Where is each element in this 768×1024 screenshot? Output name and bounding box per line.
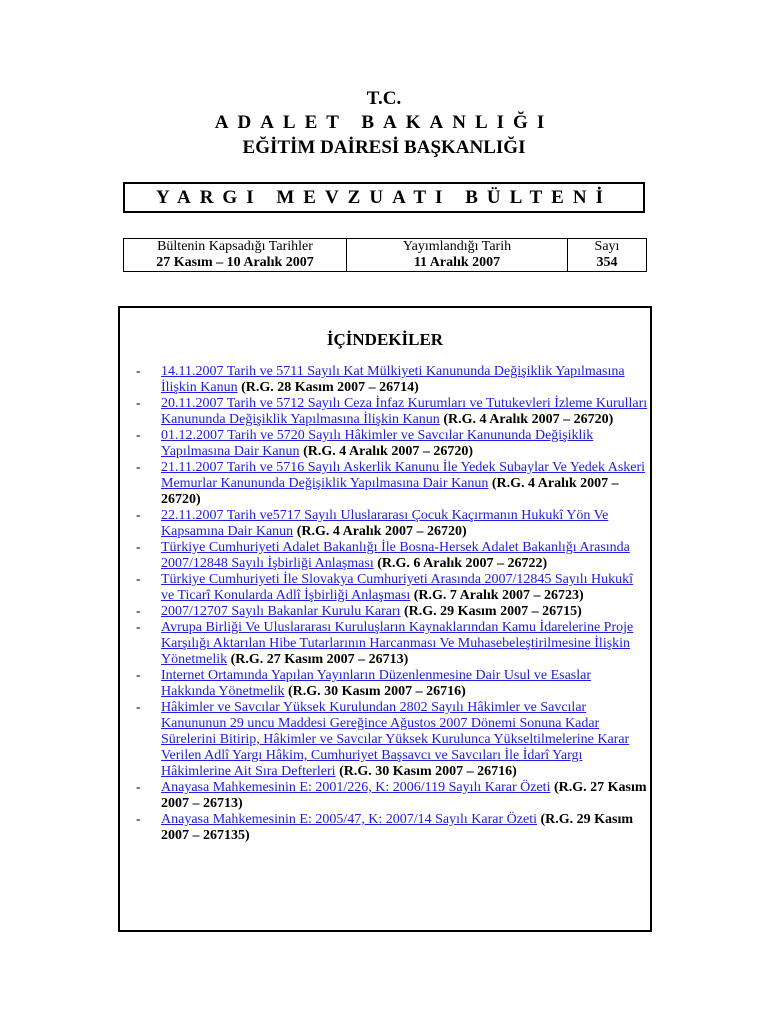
table-of-contents (118, 306, 652, 932)
toc-item-link[interactable]: 01.12.2007 Tarih ve 5720 Sayılı Hâkimler ve Savcılar Kanununda Değişiklik Yapılmasına Dair Kanun (161, 428, 594, 459)
header-tc: T.C. (366, 88, 402, 109)
toc-item (136, 812, 648, 844)
toc-item (136, 396, 648, 428)
bullet-dash: - (136, 812, 141, 827)
toc-item-gazette-ref: (R.G. 28 Kasım 2007 – 26714) (241, 380, 419, 395)
toc-item (136, 508, 648, 540)
toc-item-link[interactable]: Türkiye Cumhuriyeti Adalet Bakanlığı İle Bosna-Hersek Adalet Bakanlığı Arasında 2007/12848 Sayılı İşbirliği Anlaşması (161, 540, 630, 571)
toc-item-link[interactable]: 14.11.2007 Tarih ve 5711 Sayılı Kat Mülkiyeti Kanununda Değişiklik Yapılmasına İlişkin Kanun (161, 364, 625, 395)
toc-list (136, 364, 648, 844)
toc-item (136, 668, 648, 700)
published-value: 11 Aralık 2007 (413, 255, 501, 270)
toc-item-link[interactable]: Anayasa Mahkemesinin E: 2001/226, K: 2006/119 Sayılı Karar Özeti (161, 780, 551, 795)
toc-item (136, 364, 648, 396)
coverage-cell (124, 239, 347, 272)
toc-item-gazette-ref: (R.G. 27 Kasım 2007 – 26713) (230, 652, 409, 667)
coverage-value: 27 Kasım – 10 Aralık 2007 (156, 255, 314, 270)
bullet-dash: - (136, 780, 141, 795)
bulletin-title: YARGI MEVZUATI BÜLTENİ (123, 182, 645, 213)
toc-item (136, 572, 648, 604)
toc-title: İÇİNDEKİLER (326, 330, 444, 349)
toc-item (136, 620, 648, 668)
toc-item-link[interactable]: 22.11.2007 Tarih ve5717 Sayılı Uluslararası Çocuk Kaçırmanın Hukukî Yön Ve Kapsamına Dair Kanun (161, 508, 609, 539)
issue-value: 354 (596, 255, 618, 270)
toc-item (136, 780, 648, 812)
header-ministry: ADALET BAKANLIĞI (214, 112, 554, 133)
toc-item-link[interactable]: 2007/12707 Sayılı Bakanlar Kurulu Kararı (161, 604, 401, 619)
toc-item-link[interactable]: Internet Ortamında Yapılan Yayınların Düzenlenmesine Dair Usul ve Esaslar Hakkında Yönetmelik (161, 668, 592, 699)
toc-item-gazette-ref: (R.G. 30 Kasım 2007 – 26716) (339, 764, 517, 779)
toc-item-gazette-ref: (R.G. 4 Aralık 2007 – 26720) (303, 444, 474, 459)
bullet-dash: - (136, 620, 141, 635)
toc-item-link[interactable]: Türkiye Cumhuriyeti İle Slovakya Cumhuriyeti Arasında 2007/12845 Sayılı Hukukî ve Ticarî Konularda Adlî İşbirliği Anlaşması (161, 572, 634, 603)
bullet-dash: - (136, 668, 141, 683)
bullet-dash: - (136, 604, 141, 619)
bulletin-info-table (123, 238, 647, 272)
bullet-dash: - (136, 572, 141, 587)
bullet-dash: - (136, 540, 141, 555)
toc-item-gazette-ref: (R.G. 6 Aralık 2007 – 26722) (377, 556, 548, 571)
bullet-dash: - (136, 364, 141, 379)
toc-item-link[interactable]: Avrupa Birliği Ve Uluslararası Kuruluşların Kaynaklarından Kamu İdarelerine Proje Karşılığı Aktarılan Hibe Tutarlarının Harcanması Ve Muhasebeleştirilmesine İlişkin Yönetmelik (161, 620, 634, 667)
published-label: Yayımlandığı Tarih (402, 239, 512, 254)
toc-item-gazette-ref: (R.G. 4 Aralık 2007 – 26720) (443, 412, 614, 427)
toc-item (136, 700, 648, 780)
issue-cell (568, 239, 647, 272)
toc-item-gazette-ref: (R.G. 29 Kasım 2007 – 267135) (161, 812, 634, 843)
issue-label: Sayı (594, 239, 620, 254)
toc-item (136, 428, 648, 460)
toc-item-link[interactable]: 20.11.2007 Tarih ve 5712 Sayılı Ceza İnfaz Kurumları ve Tutukevleri İzleme Kurulları Kanununda Değişiklik Yapılmasına İlişkin Kanun (161, 396, 648, 427)
toc-item-gazette-ref: (R.G. 30 Kasım 2007 – 26716) (288, 684, 466, 699)
coverage-label: Bültenin Kapsadığı Tarihler (157, 239, 313, 254)
toc-item-gazette-ref: (R.G. 4 Aralık 2007 – 26720) (161, 476, 619, 507)
published-cell (347, 239, 568, 272)
bullet-dash: - (136, 508, 141, 523)
toc-item (136, 460, 648, 508)
header-department: EĞİTİM DAİRESİ BAŞKANLIĞI (242, 137, 526, 158)
bullet-dash: - (136, 428, 141, 443)
toc-item (136, 604, 648, 620)
bullet-dash: - (136, 396, 141, 411)
toc-item-link[interactable]: Anayasa Mahkemesinin E: 2005/47, K: 2007/14 Sayılı Karar Özeti (161, 812, 537, 827)
bullet-dash: - (136, 460, 141, 475)
toc-item-gazette-ref: (R.G. 4 Aralık 2007 – 26720) (296, 524, 467, 539)
bullet-dash: - (136, 700, 141, 715)
toc-item-gazette-ref: (R.G. 29 Kasım 2007 – 26715) (404, 604, 582, 619)
toc-item-gazette-ref: (R.G. 7 Aralık 2007 – 26723) (413, 588, 584, 603)
toc-item (136, 540, 648, 572)
toc-item-link[interactable]: Hâkimler ve Savcılar Yüksek Kurulundan 2802 Sayılı Hâkimler ve Savcılar Kanununun 29 uncu Maddesi Gereğince Ağustos 2007 Dönemi Sonuna Kadar Sürelerini Bitirip, Hâkimler ve Savcılar Yüksek Kurulunca Yükseltilmelerine Karar Verilen Adlî Yargı Hâkim, Cumhuriyet Başsavcı ve Savcıları İle İdarî Yargı Hâkimlerine Ait Sıra Defterleri (161, 700, 630, 779)
toc-item-gazette-ref: (R.G. 27 Kasım 2007 – 26713) (161, 780, 647, 811)
toc-item-link[interactable]: 21.11.2007 Tarih ve 5716 Sayılı Askerlik Kanunu İle Yedek Subaylar Ve Yedek Askeri Memurlar Kanununda Değişiklik Yapılmasına Dair Kanun (161, 460, 646, 491)
